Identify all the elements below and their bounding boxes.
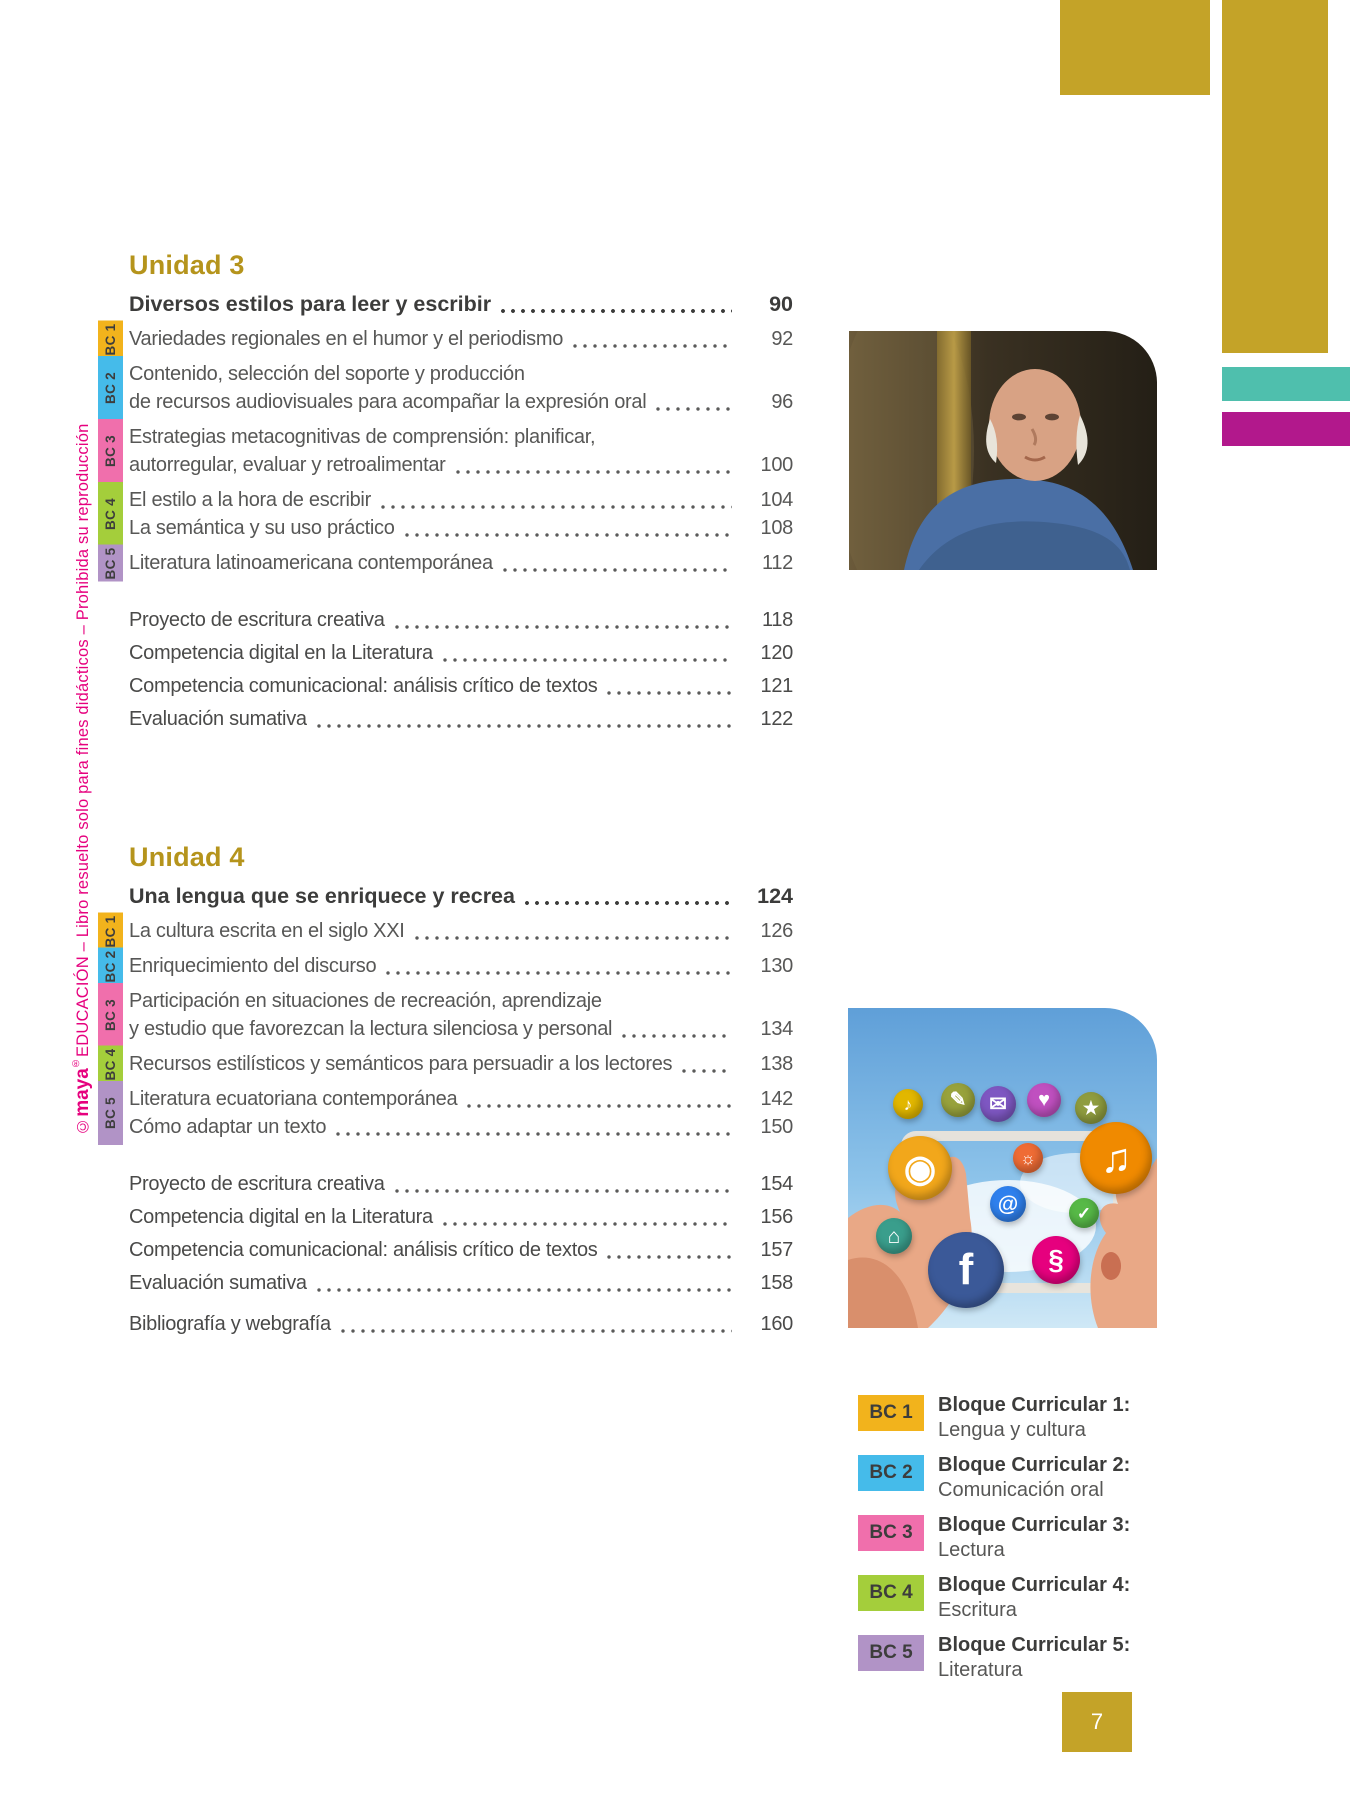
- face: [989, 369, 1081, 481]
- toc-item: [129, 514, 793, 542]
- dot-leader: [604, 1255, 732, 1259]
- check-icon: ✓: [1069, 1198, 1099, 1228]
- toc-item-last-line: [129, 1113, 793, 1141]
- toc-item-text: Contenido, selección del soporte y producción: [129, 363, 525, 385]
- dot-leader: [338, 1329, 732, 1333]
- bc-tag-bc3: [98, 983, 123, 1047]
- bc-tag-bc1: [98, 321, 123, 358]
- toc-item-text: Literatura ecuatoriana contemporánea: [129, 1088, 458, 1110]
- dot-leader: [679, 1069, 732, 1073]
- toc-item: [129, 1050, 793, 1078]
- portrait-photo: [849, 331, 1157, 570]
- page-number: 7: [1090, 1709, 1104, 1734]
- toc-item: [129, 486, 793, 514]
- bc-tag-bc4: BC 4: [858, 1575, 924, 1611]
- dot-leader: [402, 533, 732, 537]
- toc-group-rows: [129, 917, 793, 945]
- note-icon: ♪: [893, 1089, 923, 1119]
- toc-page-number: 158: [760, 1272, 793, 1294]
- legend-title: Bloque Curricular 3:: [938, 1514, 1131, 1536]
- toc-item-last-line: [129, 917, 793, 945]
- legend-title: Bloque Curricular 1:: [938, 1394, 1131, 1416]
- bc-tag-label: BC 2: [103, 372, 118, 404]
- toc-item: [129, 987, 793, 1043]
- toc-group-bc5: [103, 547, 793, 579]
- toc-group-bc4: [103, 486, 793, 542]
- bibliography-page-number: 160: [760, 1313, 793, 1335]
- toc-group-bc1: [103, 323, 793, 355]
- toc-item-text: Recursos estilísticos y semánticos para persuadir a los lectores: [129, 1053, 673, 1075]
- home-icon: ⌂: [876, 1218, 912, 1254]
- toc-extra-item: [129, 703, 793, 736]
- toc-item-last-line: [129, 325, 793, 353]
- bc-tag-label: BC 2: [103, 950, 118, 982]
- toc-page-number: 121: [760, 675, 793, 697]
- dot-leader: [440, 1222, 732, 1226]
- bibliography-section: [129, 1308, 793, 1341]
- bc-tag-bc4: [98, 1046, 123, 1083]
- toc-item-last-line: [129, 1015, 793, 1043]
- legend-text: [938, 1453, 1130, 1503]
- legend-subtitle: Lengua y cultura: [938, 1419, 1086, 1441]
- legend-title: Bloque Curricular 5:: [938, 1634, 1131, 1656]
- toc-group-rows: [129, 1050, 793, 1078]
- toc-page-number: 108: [760, 517, 793, 539]
- toc-item-text: autorregular, evaluar y retroalimentar: [129, 454, 446, 476]
- gold-corner-block: [1060, 0, 1210, 95]
- toc-item-text: Evaluación sumativa: [129, 708, 307, 730]
- toc-item: [129, 952, 793, 980]
- toc-item: [129, 1113, 793, 1141]
- magenta-side-bar: [1222, 412, 1350, 446]
- bc-tag-label: BC 5: [103, 547, 118, 579]
- toc-item-text: Cómo adaptar un texto: [129, 1116, 327, 1138]
- pencil-icon: ✎: [941, 1083, 975, 1117]
- legend-title: Bloque Curricular 2:: [938, 1454, 1131, 1476]
- toc-item-text: Competencia comunicacional: análisis crítico de textos: [129, 1239, 598, 1261]
- legend-item: [858, 1633, 1208, 1683]
- bc-tag-bc5: [98, 1081, 123, 1145]
- toc-item-last-line: [129, 952, 793, 980]
- toc-item-last-line: [129, 388, 793, 416]
- bc-tag-label: BC 3: [103, 435, 118, 467]
- toc-page-number: 112: [762, 552, 793, 574]
- toc-item-text: Proyecto de escritura creativa: [129, 1173, 385, 1195]
- toc-group-bc4: [103, 1048, 793, 1080]
- unit3-page-number: 90: [769, 292, 793, 316]
- toc-item-text: Proyecto de escritura creativa: [129, 609, 385, 631]
- toc-item-last-line: [129, 1050, 793, 1078]
- toc-item-text: Variedades regionales en el humor y el periodismo: [129, 328, 564, 350]
- toc-page-number: 118: [762, 609, 793, 631]
- toc-item-text: El estilo a la hora de escribir: [129, 489, 371, 511]
- toc-extra-item: [129, 637, 793, 670]
- toc-extra-item: [129, 604, 793, 637]
- dot-leader: [653, 407, 732, 411]
- toc-item: [129, 325, 793, 353]
- toc-item-last-line: [129, 451, 793, 479]
- toc-page-number: 122: [760, 708, 793, 730]
- toc-page-number: 120: [760, 642, 793, 664]
- legend-subtitle: Lectura: [938, 1539, 1005, 1561]
- legend-title: Bloque Curricular 4:: [938, 1574, 1131, 1596]
- unit3-extra-entries: [129, 604, 793, 736]
- legend-text: [938, 1513, 1130, 1563]
- dot-leader: [378, 505, 732, 509]
- bc-tag-bc1: [98, 913, 123, 950]
- page-number-box: [1062, 1692, 1132, 1752]
- toc-page-number: 104: [760, 489, 793, 511]
- toc-page-number: 92: [771, 328, 793, 350]
- toc-item-text: Estrategias metacognitivas de comprensión: planificar,: [129, 426, 596, 448]
- unit3-title-row: [129, 289, 793, 320]
- toc-group-bc5: [103, 1085, 793, 1141]
- dot-leader: [392, 1189, 732, 1193]
- section-icon: §: [1032, 1236, 1080, 1284]
- dot-leader: [383, 971, 732, 975]
- dot-leader: [570, 344, 732, 348]
- toc-page-number: 100: [760, 454, 793, 476]
- toc-page-number: 138: [760, 1053, 793, 1075]
- social-media-photo: [848, 1008, 1157, 1328]
- unit4-title: Una lengua que se enriquece y recrea: [129, 884, 515, 908]
- bibliography-label: Bibliografía y webgrafía: [129, 1313, 331, 1335]
- maya-logo-text: maya: [71, 1067, 93, 1117]
- bc-tag-bc5: BC 5: [858, 1635, 924, 1671]
- toc-item-text: de recursos audiovisuales para acompañar la expresión oral: [129, 391, 647, 413]
- toc-page-number: 150: [760, 1116, 793, 1138]
- bc-tag-label: BC 1: [103, 323, 118, 355]
- bibliography-row: [129, 1308, 793, 1341]
- bc-tag-bc3: [98, 419, 123, 483]
- dot-leader: [314, 1288, 732, 1292]
- toc-group-bc3: [103, 423, 793, 479]
- toc-group-bc1: [103, 915, 793, 947]
- toc-group-rows: [129, 952, 793, 980]
- toc-item: [129, 360, 793, 416]
- unit4-title-row: [129, 881, 793, 912]
- dot-leader: [333, 1132, 732, 1136]
- dot-leader: [412, 936, 732, 940]
- toc-page-number: 126: [760, 920, 793, 942]
- bc-tag-label: BC 4: [103, 1048, 118, 1080]
- dot-leader: [522, 901, 732, 905]
- dot-leader: [464, 1104, 732, 1108]
- dot-leader: [440, 658, 732, 662]
- toc-item-text: Participación en situaciones de recreación, aprendizaje: [129, 990, 602, 1012]
- legend-item: [858, 1453, 1208, 1503]
- legend-text: [938, 1633, 1130, 1683]
- bc-legend: [858, 1393, 1208, 1693]
- toc-item-last-line: [129, 514, 793, 542]
- unit4-page-number: 124: [757, 884, 793, 908]
- toc-item-text: Competencia comunicacional: análisis crítico de textos: [129, 675, 598, 697]
- bc-tag-bc1: BC 1: [858, 1395, 924, 1431]
- toc-extra-item: [129, 1267, 793, 1300]
- unit4-section: [103, 842, 793, 1300]
- bc-tag-label: BC 1: [103, 915, 118, 947]
- teal-side-bar: [1222, 367, 1350, 401]
- toc-extra-item: [129, 1234, 793, 1267]
- bc-tag-label: BC 4: [103, 498, 118, 530]
- toc-group-rows: [129, 987, 793, 1043]
- bc-tag-bc5: [98, 545, 123, 582]
- toc-page-number: 142: [760, 1088, 793, 1110]
- dot-leader: [392, 625, 732, 629]
- toc-group-rows: [129, 325, 793, 353]
- toc-group-bc3: [103, 987, 793, 1043]
- toc-group-rows: [129, 1085, 793, 1141]
- toc-page-number: 154: [760, 1173, 793, 1195]
- bc-tag-label: BC 3: [103, 999, 118, 1031]
- toc-extra-item: [129, 1201, 793, 1234]
- sun-icon: ☼: [1013, 1143, 1043, 1173]
- toc-item-text: La cultura escrita en el siglo XXI: [129, 920, 405, 942]
- facebook-icon: f: [928, 1232, 1004, 1308]
- legend-item: [858, 1393, 1208, 1443]
- unit3-title: Diversos estilos para leer y escribir: [129, 292, 492, 316]
- toc-item-last-line: [129, 486, 793, 514]
- toc-extra-item: [129, 1168, 793, 1201]
- unit3-section: [103, 250, 793, 736]
- toc-page-number: 130: [760, 955, 793, 977]
- toc-group-bc2: [103, 950, 793, 982]
- toc-item-text: Competencia digital en la Literatura: [129, 1206, 433, 1228]
- dot-leader: [604, 691, 732, 695]
- music-icon: ♫: [1080, 1122, 1152, 1194]
- star-icon: ★: [1075, 1092, 1107, 1124]
- dot-leader: [500, 568, 732, 572]
- toc-extra-item: [129, 670, 793, 703]
- toc-item-text: Literatura latinoamericana contemporánea: [129, 552, 493, 574]
- dot-leader: [314, 724, 732, 728]
- legend-subtitle: Literatura: [938, 1659, 1023, 1681]
- gold-side-bar: [1222, 0, 1328, 353]
- mail-icon: ✉: [980, 1086, 1016, 1122]
- dot-leader: [498, 309, 732, 313]
- portrait-illustration: [849, 331, 1157, 570]
- bc-tag-bc4: [98, 482, 123, 546]
- toc-page-number: 96: [771, 391, 793, 413]
- unit3-entries: [103, 323, 793, 579]
- legend-item: [858, 1573, 1208, 1623]
- legend-text: [938, 1393, 1130, 1443]
- legend-text: [938, 1573, 1130, 1623]
- watermark-text: ©maya®EDUCACIÓN – Libro resuelto solo para fines didácticos – Prohibida su reproducción: [70, 423, 93, 1135]
- toc-page-number: 156: [760, 1206, 793, 1228]
- toc-item-last-line: [129, 1085, 793, 1113]
- toc-item-text: Evaluación sumativa: [129, 1272, 307, 1294]
- bc-tag-bc2: [98, 356, 123, 420]
- toc-item-last-line: [129, 549, 793, 577]
- camera-icon: ◉: [888, 1136, 952, 1200]
- bc-tag-label: BC 5: [103, 1097, 118, 1129]
- toc-group-rows: [129, 423, 793, 479]
- toc-item-text: Enriquecimiento del discurso: [129, 955, 377, 977]
- toc-item: [129, 549, 793, 577]
- unit4-heading: Unidad 4: [129, 842, 245, 872]
- dot-leader: [619, 1034, 732, 1038]
- toc-group-rows: [129, 360, 793, 416]
- legend-item: [858, 1513, 1208, 1563]
- toc-group-bc2: [103, 360, 793, 416]
- toc-item-text: La semántica y su uso práctico: [129, 517, 395, 539]
- toc-group-rows: [129, 486, 793, 542]
- toc-group-rows: [129, 549, 793, 577]
- unit3-heading: Unidad 3: [129, 250, 245, 280]
- bc-tag-bc3: BC 3: [858, 1515, 924, 1551]
- toc-item: [129, 1085, 793, 1113]
- unit4-entries: [103, 915, 793, 1141]
- toc-item: [129, 917, 793, 945]
- unit4-extra-entries: [129, 1168, 793, 1300]
- bc-tag-bc2: [98, 948, 123, 985]
- dot-leader: [453, 470, 732, 474]
- legend-subtitle: Comunicación oral: [938, 1479, 1104, 1501]
- bc-tag-bc2: BC 2: [858, 1455, 924, 1491]
- toc-item-text: y estudio que favorezcan la lectura silenciosa y personal: [129, 1018, 613, 1040]
- toc-page-number: 134: [760, 1018, 793, 1040]
- toc-page-number: 157: [760, 1239, 793, 1261]
- toc-item-text: Competencia digital en la Literatura: [129, 642, 433, 664]
- legend-subtitle: Escritura: [938, 1599, 1017, 1621]
- at-icon: @: [990, 1186, 1026, 1222]
- toc-item: [129, 423, 793, 479]
- heart-icon: ♥: [1027, 1083, 1061, 1117]
